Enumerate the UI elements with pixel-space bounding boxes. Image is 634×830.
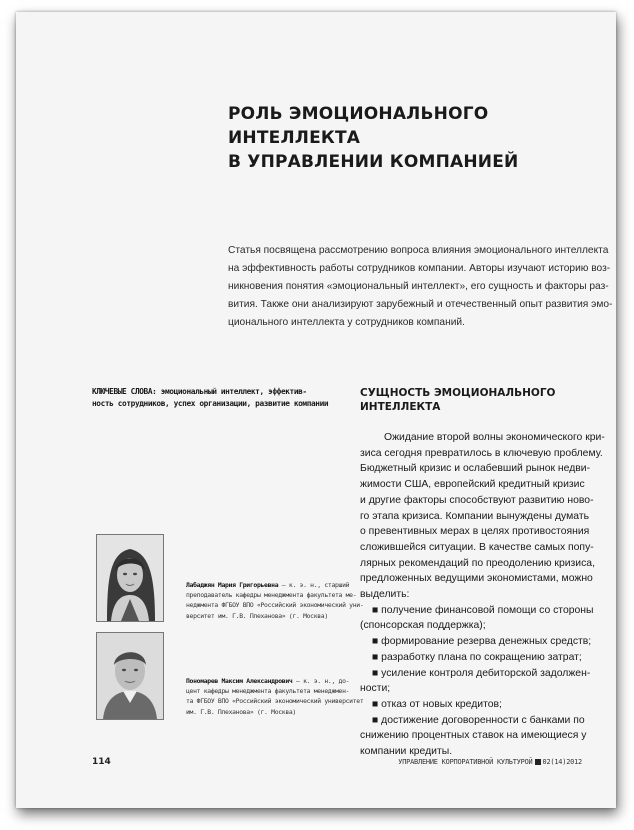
- journal-name: УПРАВЛЕНИЕ КОРПОРАТИВНОЙ КУЛЬТУРОЙ: [398, 758, 533, 766]
- square-separator-icon: [535, 759, 541, 765]
- author-line: [186, 580, 350, 590]
- body-line: сложившейся ситуации. В качестве самых попу-: [360, 541, 594, 553]
- abstract-line: вития. Также они анализируют зарубежный и отечественный опыт развития эмо-: [228, 299, 613, 310]
- article-title: [228, 102, 588, 174]
- keywords-line: КЛЮЧЕВЫЕ СЛОВА: эмоциональный интеллект, эффектив-: [92, 387, 307, 396]
- bullet-line: ■ усиление контроля дебиторской задолжен-: [372, 667, 591, 679]
- body-line: предложенных ведущими экономистами, можно: [360, 573, 593, 585]
- body-line: го этапа кризиса. Компании вынуждены думать: [360, 510, 590, 522]
- bullet-line: ■ формирование резерва денежных средств;: [372, 636, 592, 648]
- abstract-line: никновения понятия «эмоциональный интеллект», его сущность и факторы раз-: [228, 281, 609, 292]
- section-heading-line: ИНТЕЛЛЕКТА: [360, 401, 441, 413]
- article-title-line: В УПРАВЛЕНИИ КОМПАНИЕЙ: [228, 152, 519, 172]
- author-title: — к. э. н., старший: [278, 581, 350, 589]
- author-line: им. Г.В. Плеханова» (г. Москва): [186, 707, 296, 716]
- article-title-line: РОЛЬ ЭМОЦИОНАЛЬНОГО ИНТЕЛЛЕКТА: [228, 104, 489, 148]
- body-line: лярных рекомендаций по преодолению кризиса,: [360, 557, 595, 569]
- body-line: и другие факторы способствуют развитию ново-: [360, 494, 594, 506]
- body-line: компании кредиты.: [360, 746, 453, 758]
- page-number: 114: [92, 757, 111, 767]
- portrait-woman-icon: [97, 535, 163, 621]
- author-info: [186, 580, 364, 621]
- body-line: Бюджетный кризис и ослабевший рынок недви-: [360, 463, 591, 475]
- author-line: цент кафедры менеджмента факультета менеджмен-: [186, 687, 350, 696]
- body-line: снижению процентных ставок на имеющиеся у: [360, 730, 587, 742]
- body-line: о превентивных мерах в целях противостояния: [360, 526, 590, 538]
- author-info: [186, 676, 364, 717]
- bullet-line: ■ отказ от новых кредитов;: [372, 698, 502, 710]
- author-photo-ponomarev: [96, 632, 164, 720]
- abstract-line: на эффективность работы сотрудников компании. Авторы изучают историю воз-: [228, 263, 611, 274]
- section-body: [360, 430, 604, 760]
- author-photo-labadzhyan: [96, 534, 164, 622]
- body-line: выделить:: [360, 589, 410, 601]
- abstract-line: ционального интеллекта у сотрудников компаний.: [228, 317, 465, 328]
- author-name: Пономарев Максим Александрович: [186, 677, 293, 685]
- author-title: — к. э. н., до-: [292, 677, 350, 685]
- author-line: преподаватель кафедры менеджмента факультета ме-: [186, 591, 357, 600]
- author-line: верситет им. Г.В. Плеханова» (г. Москва): [186, 611, 328, 620]
- body-line: ности;: [360, 683, 391, 695]
- keywords: [92, 386, 342, 410]
- article-abstract: [228, 242, 613, 332]
- bullet-line: ■ разработку плана по сокращению затрат;: [372, 651, 582, 663]
- author-line: [186, 676, 350, 686]
- bullet-line: ■ достижение договоренности с банками по: [372, 714, 585, 726]
- keywords-line: ность сотрудников, успех организации, развитие компании: [92, 399, 329, 408]
- body-line: (спонсорская поддержка);: [360, 620, 486, 632]
- body-line: зиса сегодня превратилось в ключевую проблему.: [360, 447, 603, 459]
- section-heading: [360, 386, 600, 414]
- body-line: Ожидание второй волны экономического кри-: [384, 432, 605, 443]
- author-line: та ФГБОУ ВПО «Российский экономический университет: [186, 697, 364, 706]
- bullet-line: ■ получение финансовой помощи со стороны: [372, 604, 594, 616]
- journal-footer: [398, 758, 582, 766]
- abstract-line: Статья посвящена рассмотрению вопроса влияния эмоционального интеллекта: [228, 245, 609, 256]
- author-name: Лабаджян Мария Григорьевна: [186, 581, 279, 589]
- body-line: жимости США, европейский кредитный кризис: [360, 479, 585, 491]
- portrait-man-icon: [97, 633, 163, 719]
- journal-page: [16, 12, 616, 808]
- section-heading-line: СУЩНОСТЬ ЭМОЦИОНАЛЬНОГО: [360, 387, 556, 399]
- journal-issue: 02(14)2012: [542, 758, 582, 766]
- author-line: неджмента ФГБОУ ВПО «Российский экономический уни-: [186, 601, 364, 610]
